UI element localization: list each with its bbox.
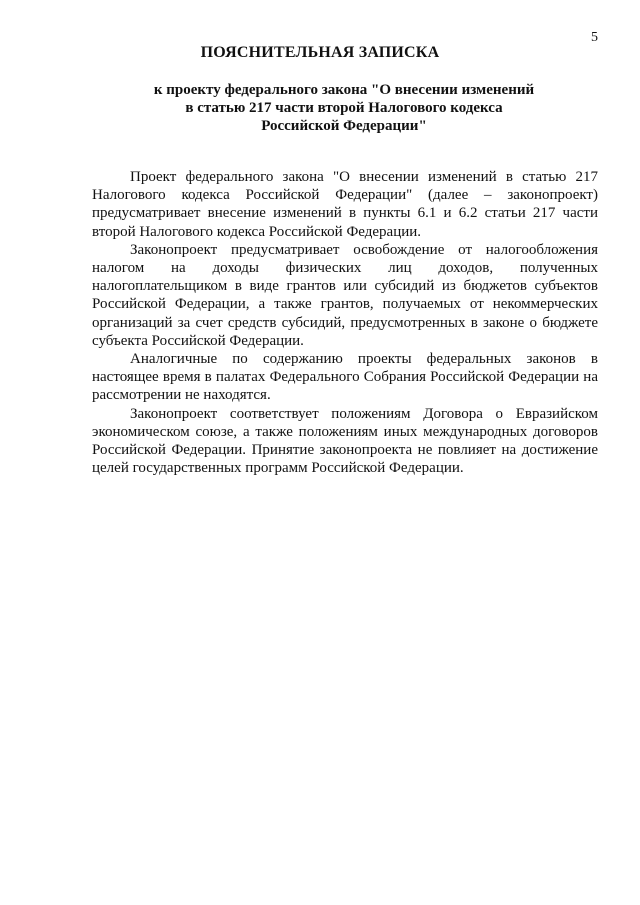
- paragraph: Законопроект соответствует положениям Договора о Евразийском экономическом союзе, а также положениям иных международных договоров Российской Федерации. Принятие законопроекта не повлияет на достижение целей государственных программ Российской Федерации.: [92, 405, 598, 477]
- subtitle-line: Российской Федерации": [261, 118, 427, 134]
- paragraph: Аналогичные по содержанию проекты федеральных законов в настоящее время в палатах Федерального Собрания Российской Федерации на рассмотрении не находятся.: [92, 351, 598, 404]
- subtitle-line: в статью 217 части второй Налогового кодекса: [185, 100, 503, 116]
- document-body: [92, 168, 598, 477]
- subtitle-line: к проекту федерального закона "О внесении изменений: [153, 82, 535, 98]
- paragraph: Проект федерального закона "О внесении изменений в статью 217 Налогового кодекса Российской Федерации" (далее – законопроект) предусматривает внесение изменений в пункты 6.1 и 6.2 статьи 217 части второй Налогового кодекса Российской Федерации.: [92, 169, 598, 240]
- paragraph: Законопроект предусматривает освобождение от налогообложения налогом на доходы физических лиц доходов, полученных налогоплательщиком в виде грантов или субсидий из бюджетов субъектов Российской Федерации, а также грантов, получаемых от некоммерческих организаций за счет средств субсидий, предусмотренных в законе о бюджете субъекта Российской Федерации.: [92, 241, 598, 349]
- document-subtitle: [90, 81, 598, 135]
- page-number: 5: [591, 30, 598, 45]
- document-title: ПОЯСНИТЕЛЬНАЯ ЗАПИСКА: [200, 44, 440, 61]
